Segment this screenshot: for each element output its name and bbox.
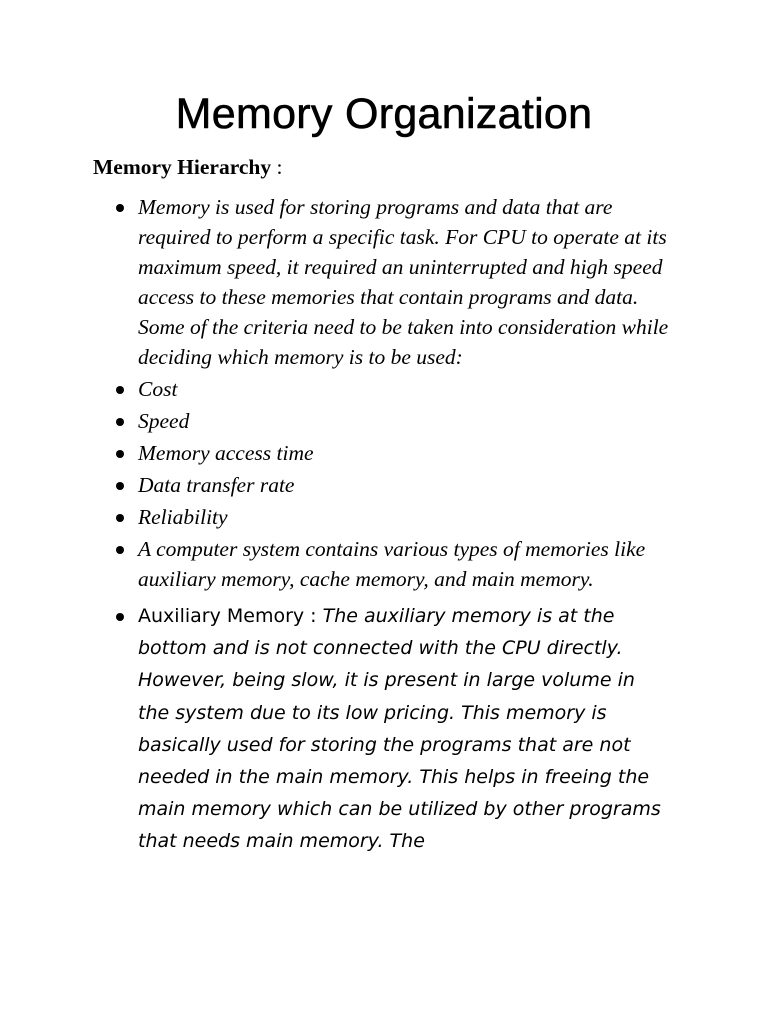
bullet-dot-icon	[116, 482, 124, 490]
bullet-dot-icon	[116, 514, 124, 522]
list-item-auxiliary-memory	[0, 600, 768, 858]
list-item	[0, 374, 768, 404]
bullet-dot-icon	[116, 613, 124, 621]
list-item-text: Data transfer rate	[138, 473, 295, 497]
list-item	[0, 406, 768, 436]
list-item	[0, 438, 768, 468]
list-item	[0, 470, 768, 500]
section-heading-colon: :	[271, 155, 283, 179]
bullet-list	[0, 192, 768, 858]
list-item-text: Memory access time	[138, 441, 314, 465]
section-heading	[93, 152, 282, 182]
list-item	[0, 192, 768, 372]
bullet-dot-icon	[116, 386, 124, 394]
bullet-dot-icon	[116, 546, 124, 554]
bullet-dot-icon	[116, 418, 124, 426]
list-item-text: Speed	[138, 409, 190, 433]
auxiliary-memory-text: The auxiliary memory is at the bottom and is not connected with the CPU directly. However, being slow, it is present in large volume in the system due to its low pricing. This memory is basically used for storing the programs that are not needed in the main memory. This helps in freeing the main memory which can be utilized by other programs that needs main memory. The	[138, 605, 661, 853]
section-heading-text: Memory Hierarchy	[93, 155, 272, 179]
list-item-text: Cost	[138, 377, 178, 401]
list-item-text: A computer system contains various types of memories like auxiliary memory, cache memory, and main memory.	[138, 537, 646, 591]
list-item-text: Reliability	[138, 505, 228, 529]
bullet-dot-icon	[116, 450, 124, 458]
auxiliary-memory-label: Auxiliary Memory :	[138, 605, 323, 627]
bullet-dot-icon	[116, 204, 124, 212]
list-item	[0, 534, 768, 594]
list-item	[0, 502, 768, 532]
list-item-text: Memory is used for storing programs and data that are required to perform a specific task. For CPU to operate at its maximum speed, it required an uninterrupted and high speed access to these memories that contain programs and data. Some of the criteria need to be taken into consideration while deciding which memory is to be used:	[138, 195, 669, 369]
page-title: Memory Organization	[175, 90, 593, 138]
